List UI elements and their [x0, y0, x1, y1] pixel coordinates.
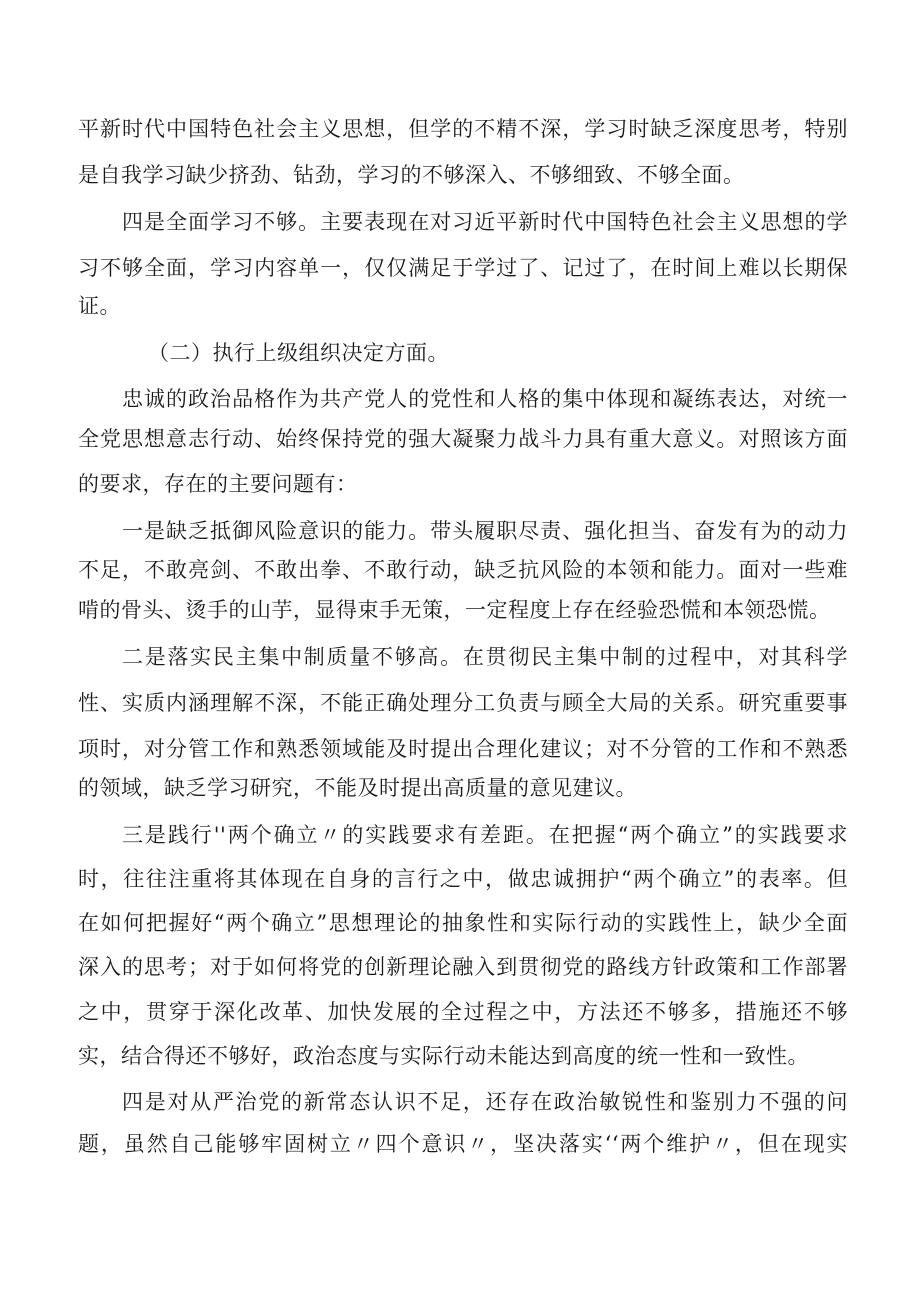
paragraph-line: 一是缺乏抵御风险意识的能力。带头履职尽责、强化担当、奋发有为的动力: [122, 519, 848, 543]
paragraph-line: 的领域，缺乏学习研究，不能及时提出高质量的意见建议。: [78, 776, 637, 800]
paragraph-line: 啃的骨头、烫手的山芋，显得束手无策，一定程度上存在经验恐慌和本领恐慌。: [78, 598, 831, 622]
paragraph-line: 题，虽然自己能够牢固树立〃四个意识〃，坚决落实‘‘两个维护〃，但在现实: [78, 1132, 848, 1156]
paragraph-line: 时，往往注重将其体现在自身的言行之中，做忠诚拥护“两个确立”的表率。但: [78, 867, 848, 891]
paragraph-line: 是自我学习缺少挤劲、钻劲，学习的不够深入、不够细致、不够全面。: [78, 163, 745, 187]
paragraph-line: 实，结合得还不够好，政治态度与实际行动未能达到高度的统一性和一致性。: [78, 1044, 809, 1068]
paragraph-line: 深入的思考；对于如何将党的创新理论融入到贯彻党的路线方针政策和工作部署: [78, 955, 848, 979]
paragraph-line: 性、实质内涵理解不深，不能正确处理分工负责与顾全大局的关系。研究重要事: [78, 691, 848, 715]
paragraph-line: 二是落实民主集中制质量不够高。在贯彻民主集中制的过程中，对其科学: [122, 645, 848, 669]
paragraph-line: 四是全面学习不够。主要表现在对习近平新时代中国特色社会主义思想的学: [122, 210, 848, 234]
paragraph-line: 平新时代中国特色社会主义思想，但学的不精不深，学习时缺乏深度思考，特别: [78, 117, 848, 141]
paragraph-line: 全党思想意志行动、始终保持党的强大凝聚力战斗力具有重大意义。对照该方面: [78, 427, 848, 451]
paragraph-line: 项时，对分管工作和熟悉领域能及时提出合理化建议；对不分管的工作和不熟悉: [78, 737, 848, 761]
paragraph-line: 的要求，存在的主要问题有：: [78, 472, 358, 496]
paragraph-line: 在如何把握好“两个确立”思想理论的抽象性和实际行动的实践性上，缺少全面: [78, 911, 848, 935]
paragraph-line: 证。: [78, 294, 121, 318]
paragraph-line: 三是践行''两个确立〃的实践要求有差距。在把握“两个确立”的实践要求: [122, 823, 848, 847]
paragraph-line: 四是对从严治党的新常态认识不足，还存在政治敏锐性和鉴别力不强的问: [122, 1090, 848, 1114]
paragraph-line: 不足，不敢亮剑、不敢出拳、不敢行动，缺乏抗风险的本领和能力。面对一些难: [78, 558, 848, 582]
paragraph-line: 之中，贯穿于深化改革、加快发展的全过程之中，方法还不够多，措施还不够: [78, 1000, 848, 1024]
paragraph-line: 习不够全面，学习内容单一，仅仅满足于学过了、记过了，在时间上难以长期保: [78, 256, 848, 280]
section-heading: （二）执行上级组织决定方面。: [148, 341, 449, 365]
paragraph-line: 忠诚的政治品格作为共产党人的党性和人格的集中体现和凝练表达，对统一: [122, 387, 848, 411]
